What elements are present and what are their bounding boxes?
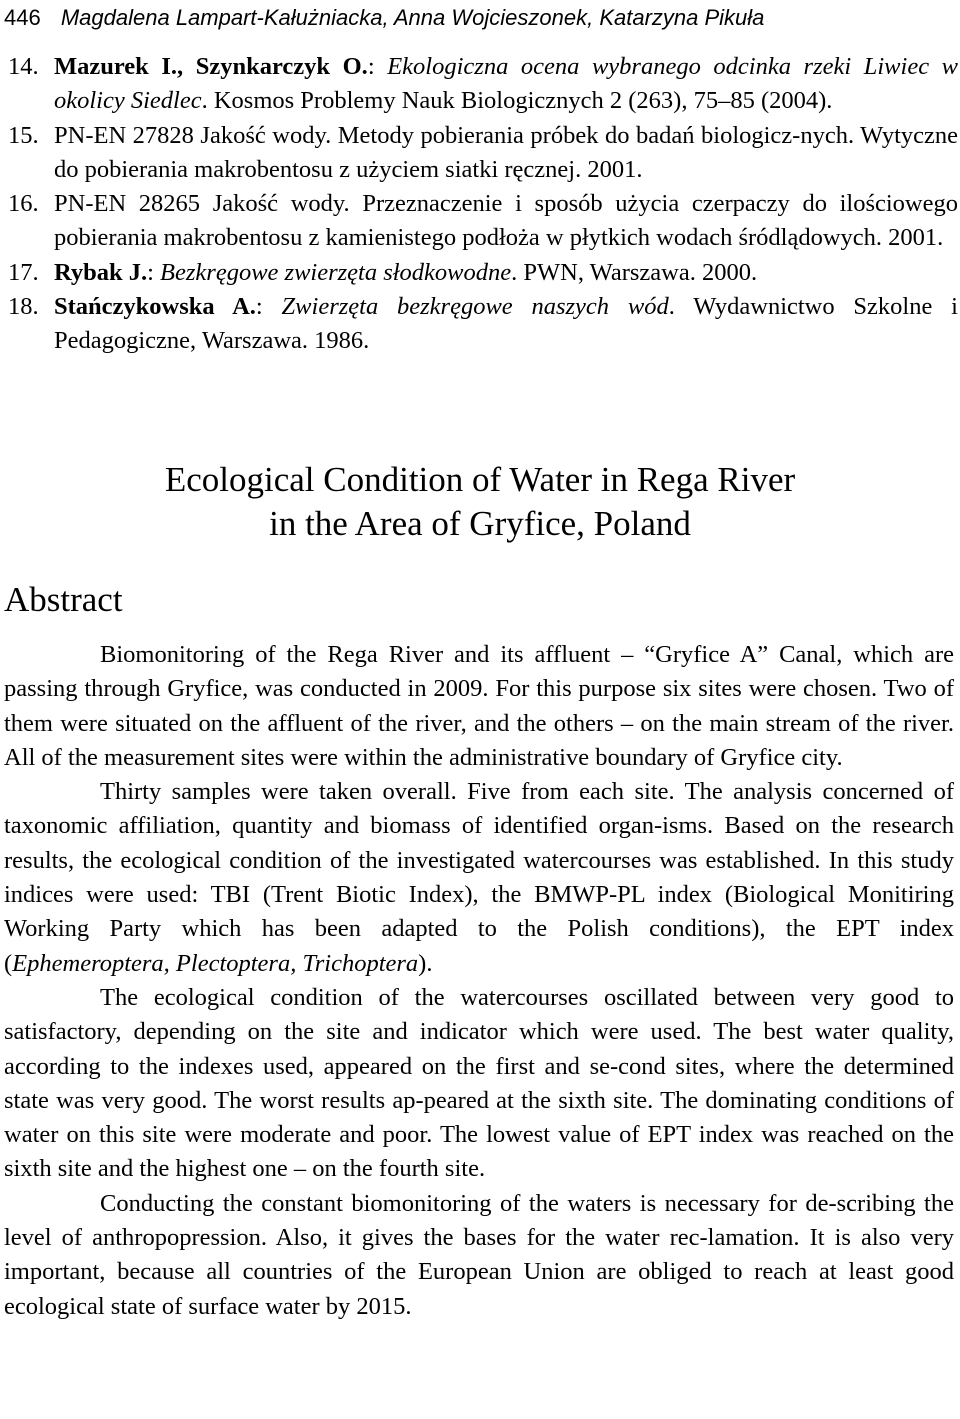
header-authors: Magdalena Lampart-Kałużniacka, Anna Wojcieszonek, Katarzyna Pikuła: [60, 5, 765, 30]
reference-author: Mazurek I., Szynkarczyk O.: [54, 53, 368, 80]
reference-item: [8, 187, 958, 256]
reference-separator: :: [255, 293, 282, 321]
abstract-body: [4, 638, 954, 1324]
reference-author: Stańczykowska A.: [54, 293, 256, 321]
reference-author: Rybak J.: [54, 258, 148, 286]
reference-number: 17.: [8, 258, 39, 286]
reference-separator: :: [147, 258, 161, 286]
reference-details: PN-EN 28265 Jakość wody. Przeznaczenie i sposób użycia czerpaczy do ilościowego pobierania makrobentosu z kamienistego podłoża w płytkich wodach śródlądowych. 2001.: [54, 190, 958, 252]
article-title: [0, 458, 960, 546]
reference-number: 16.: [8, 190, 39, 218]
title-line: Ecological Condition of Water in Rega River: [164, 460, 796, 499]
title-line: in the Area of Gryfice, Poland: [269, 504, 691, 543]
reference-details: . Kosmos Problemy Nauk Biologicznych 2 (263), 75–85 (2004).: [201, 87, 833, 115]
reference-details: . Wydawnictwo Szkolne i Pedagogiczne, Warszawa. 1986.: [54, 293, 958, 355]
running-header: [4, 0, 956, 36]
abstract-paragraph: [4, 775, 954, 981]
reference-number: 14.: [8, 53, 39, 80]
reference-number: 18.: [8, 293, 39, 321]
abstract-paragraph: Biomonitoring of the Rega River and its affluent – “Gryfice A” Canal, which are passing through Gryfice, was conducted in 2009. For this purpose six sites were chosen. Two of them were situated on the affluent of the river, and the others – on the main stream of the river. All of the measurement sites were within the administrative boundary of Gryfice city.: [4, 641, 954, 771]
reference-title: Zwierzęta bezkręgowe naszych wód: [281, 293, 669, 321]
reference-details: PN-EN 27828 Jakość wody. Metody pobierania próbek do badań biologicz-nych. Wytyczne do pobierania makrobentosu z użyciem siatki ręcznej. 2001.: [54, 121, 958, 183]
reference-item: [8, 256, 958, 290]
reference-number: 15.: [8, 121, 39, 149]
reference-title: Bezkręgowe zwierzęta słodkowodne: [160, 258, 512, 286]
abstract-taxa: Ephemeroptera, Plectoptera, Trichoptera: [12, 949, 419, 977]
abstract-text: Thirty samples were taken overall. Five from each site. The analysis concerned of taxonomic affiliation, quantity and biomass of identified organ-isms. Based on the research results, the ecological condition of the investigated watercourses was established. In this study indices were used: TBI (Trent Biotic Index), the BMWP-PL index (Biological Monitiring Working Party which has been adapted to the Polish conditions), the EPT index (: [4, 778, 954, 977]
page-number: 446: [4, 5, 41, 30]
reference-details: . PWN, Warszawa. 2000.: [511, 258, 758, 286]
abstract-paragraph: The ecological condition of the watercourses oscillated between very good to satisfactory, depending on the site and indicator which were used. The best water quality, according to the indexes used, appeared on the first and se-cond sites, where the determined state was very good. The worst results ap-peared at the sixth site. The dominating conditions of water on this site were moderate and poor. The lowest value of EPT index was reached on the sixth site and the highest one – on the fourth site.: [4, 983, 954, 1183]
abstract-text: ).: [418, 949, 433, 977]
abstract-paragraph: Conducting the constant biomonitoring of the waters is necessary for de-scribing the level of anthropopression. Also, it gives the bases for the water rec-lamation. It is also very important, because all countries of the European Union are obliged to reach at least good ecological state of surface water by 2015.: [4, 1189, 954, 1320]
reference-separator: :: [367, 53, 388, 80]
reference-title: Ekologiczna ocena wybranego odcinka rzeki Liwiec w okolicy Siedlec: [54, 53, 958, 115]
reference-list: [8, 50, 958, 359]
abstract-heading: Abstract: [4, 580, 123, 619]
reference-item: [8, 119, 958, 188]
reference-item: [8, 290, 958, 359]
reference-item: [8, 50, 958, 119]
